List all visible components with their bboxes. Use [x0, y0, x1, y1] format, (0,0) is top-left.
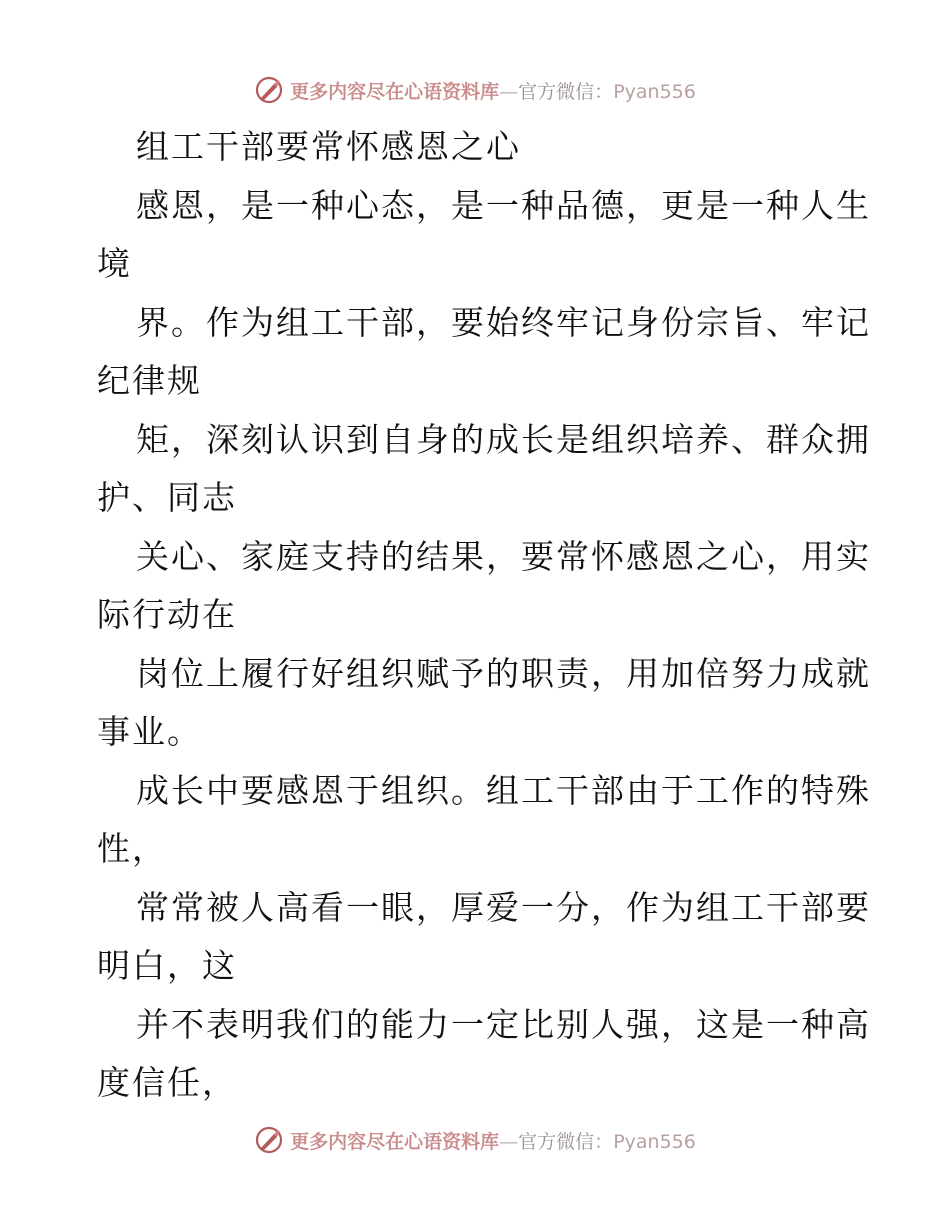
banner-official-label: 官方微信： — [518, 80, 614, 103]
paragraph-line: 矩，深刻认识到自身的成长是组织培养、群众拥 — [136, 419, 871, 459]
paragraph-line: 常常被人高看一眼，厚爱一分，作为组工干部要 — [136, 887, 871, 927]
paragraph-line: 度信任， — [97, 1063, 237, 1102]
banner-text — [290, 1127, 696, 1154]
banner-wechat-id: Pyan556 — [613, 1130, 696, 1153]
paragraph-line: 明白，这 — [97, 946, 237, 985]
paragraph-line: 护、同志 — [97, 478, 237, 517]
paragraph-line: 岗位上履行好组织赋予的职责，用加倍努力成就 — [136, 653, 871, 693]
document-title: 组工干部要常怀感恩之心 — [136, 127, 521, 166]
paragraph-line: 际行动在 — [97, 595, 237, 634]
paragraph-line: 关心、家庭支持的结果，要常怀感恩之心，用实 — [136, 536, 871, 576]
paragraph-line: 界。作为组工干部，要始终牢记身份宗旨、牢记 — [136, 302, 871, 342]
pen-logo-icon — [254, 75, 284, 105]
paragraph-line: 感恩，是一种心态，是一种品德，更是一种人生 — [136, 185, 871, 225]
paragraph-line: 纪律规 — [97, 361, 202, 400]
banner-main-text: 更多内容尽在心语资料库 — [290, 1130, 500, 1153]
pen-logo-icon — [254, 1125, 284, 1155]
banner-official-label: 官方微信： — [518, 1130, 614, 1153]
banner-wechat-id: Pyan556 — [613, 80, 696, 103]
paragraph-line: 事业。 — [97, 712, 202, 751]
header-banner — [0, 70, 950, 110]
footer-banner — [0, 1120, 950, 1160]
paragraph-line: 境 — [97, 244, 132, 283]
paragraph-line: 成长中要感恩于组织。组工干部由于工作的特殊 — [136, 770, 871, 810]
paragraph-line: 性， — [97, 829, 167, 868]
banner-text — [290, 77, 696, 104]
document-body — [97, 118, 871, 1113]
paragraph-line: 并不表明我们的能力一定比别人强，这是一种高 — [136, 1004, 871, 1044]
banner-separator: — — [499, 80, 519, 103]
banner-separator: — — [499, 1130, 519, 1153]
banner-main-text: 更多内容尽在心语资料库 — [290, 80, 500, 103]
